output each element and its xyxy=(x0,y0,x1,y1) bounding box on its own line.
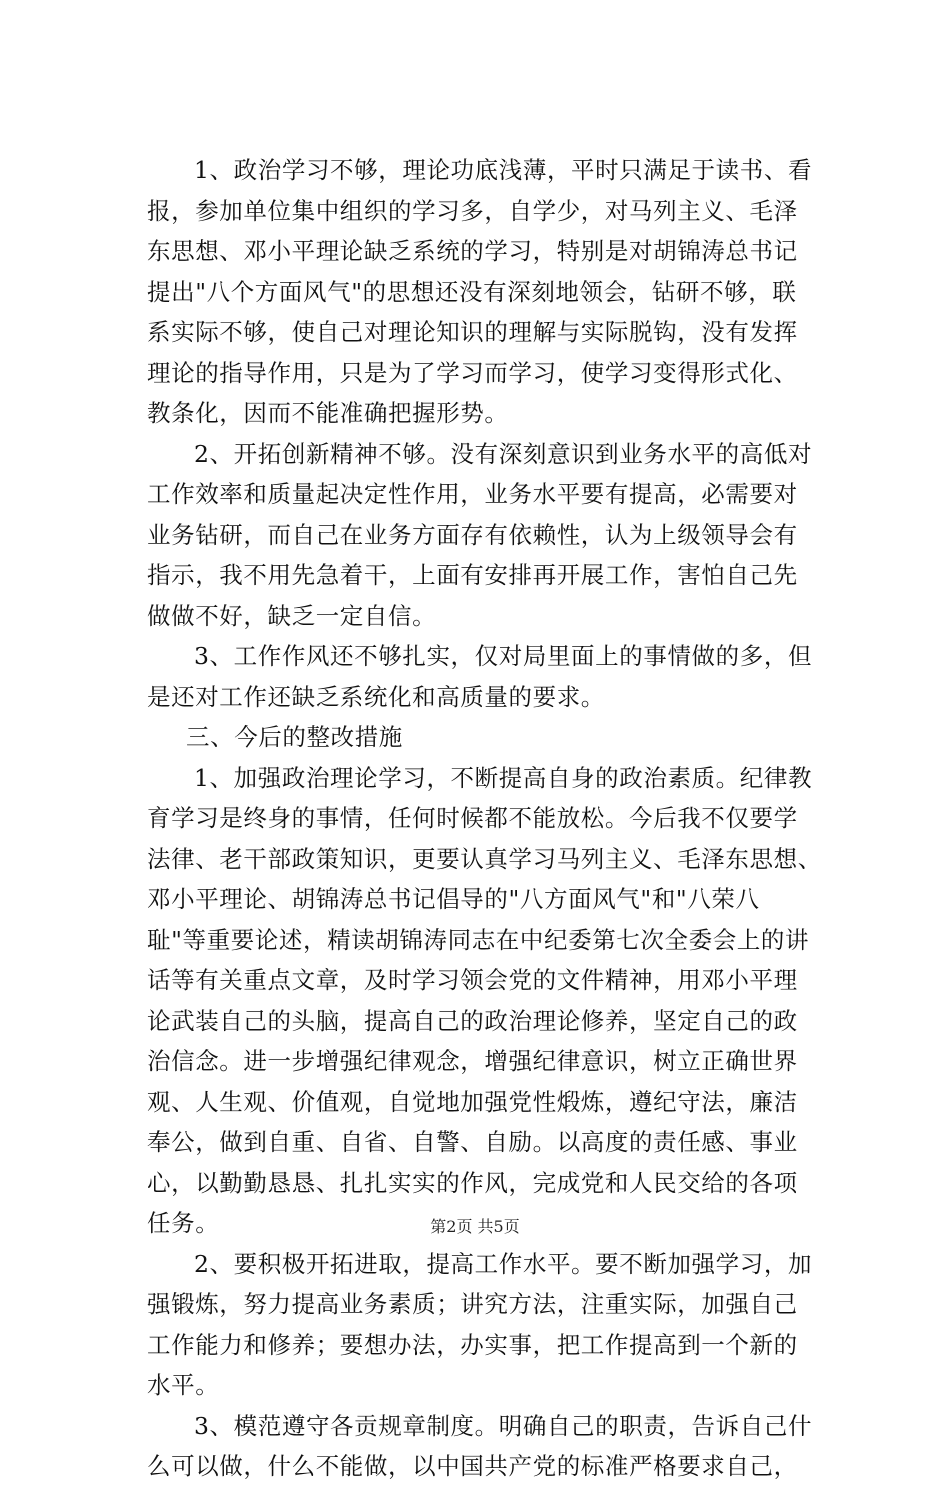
paragraph-line: 育学习是终身的事情，任何时候都不能放松。今后我不仅要学 xyxy=(147,804,798,832)
paragraph-line: 教条化，因而不能准确把握形势。 xyxy=(147,399,509,427)
paragraph-line: 指示，我不用先急着干，上面有安排再开展工作，害怕自己先 xyxy=(147,561,798,589)
paragraph-line: 提出"八个方面风气"的思想还没有深刻地领会，钻研不够，联 xyxy=(147,277,797,306)
paragraph-line: 奉公，做到自重、自省、自警、自励。以高度的责任感、事业 xyxy=(147,1128,798,1156)
paragraph-line: 2、要积极开拓进取，提高工作水平。要不断加强学习，加 xyxy=(194,1249,813,1278)
paragraph-line: 是还对工作还缺乏系统化和高质量的要求。 xyxy=(147,682,605,711)
page-footer: 第2页 共5页 xyxy=(430,1217,520,1236)
paragraph-line: 东思想、邓小平理论缺乏系统的学习，特别是对胡锦涛总书记 xyxy=(147,237,798,265)
paragraph-line: 业务钻研，而自己在业务方面存有依赖性，认为上级领导会有 xyxy=(147,520,798,549)
paragraph-line: 话等有关重点文章，及时学习领会党的文件精神，用邓小平理 xyxy=(147,966,798,994)
paragraph-line: 工作能力和修养；要想办法，办实事，把工作提高到一个新的 xyxy=(147,1330,798,1359)
paragraph-line: 3、工作作风还不够扎实，仅对局里面上的事情做的多，但 xyxy=(194,642,813,670)
paragraph-line: 理论的指导作用，只是为了学习而学习，使学习变得形式化、 xyxy=(147,358,798,387)
paragraph-line: 么可以做，什么不能做，以中国共产党的标准严格要求自己， xyxy=(147,1452,798,1480)
paragraph-line: 邓小平理论、胡锦涛总书记倡导的"八方面风气"和"八荣八 xyxy=(147,885,760,913)
paragraph-line: 系实际不够，使自己对理论知识的理解与实际脱钩，没有发挥 xyxy=(147,318,798,346)
paragraph-line: 2、开拓创新精神不够。没有深刻意识到业务水平的高低对 xyxy=(194,439,813,468)
paragraph-line: 工作效率和质量起决定性作用，业务水平要有提高，必需要对 xyxy=(147,480,798,508)
paragraph-line: 报，参加单位集中组织的学习多，自学少，对马列主义、毛泽 xyxy=(147,196,798,225)
paragraph-line: 论武装自己的头脑，提高自己的政治理论修养，坚定自己的政 xyxy=(147,1006,798,1035)
paragraph-line: 1、加强政治理论学习，不断提高自身的政治素质。纪律教 xyxy=(194,763,813,792)
paragraph-line: 做做不好，缺乏一定自信。 xyxy=(147,601,437,630)
paragraph-line: 耻"等重要论述，精读胡锦涛同志在中纪委第七次全委会上的讲 xyxy=(147,925,810,954)
paragraph-line: 强锻炼，努力提高业务素质；讲究方法，注重实际，加强自己 xyxy=(147,1290,798,1318)
paragraph-line: 观、人生观、价值观，自觉地加强党性煅炼，遵纪守法，廉洁 xyxy=(147,1087,798,1116)
paragraph-line: 法律、老干部政策知识，更要认真学习马列主义、毛泽东思想、 xyxy=(147,844,822,873)
document-body xyxy=(147,150,837,1487)
paragraph-line: 治信念。进一步增强纪律观念，增强纪律意识，树立正确世界 xyxy=(147,1047,798,1075)
paragraph-line: 3、模范遵守各贡规章制度。明确自己的职责，告诉自己什 xyxy=(194,1411,813,1440)
section-heading: 三、今后的整改措施 xyxy=(186,723,403,751)
paragraph-line: 水平。 xyxy=(147,1371,220,1399)
paragraph-line: 心，以勤勤恳恳、扎扎实实的作风，完成党和人民交给的各项 xyxy=(147,1168,798,1197)
paragraph-line: 任务。 xyxy=(147,1209,220,1237)
paragraph-line: 1、政治学习不够，理论功底浅薄，平时只满足于读书、看 xyxy=(194,156,813,184)
